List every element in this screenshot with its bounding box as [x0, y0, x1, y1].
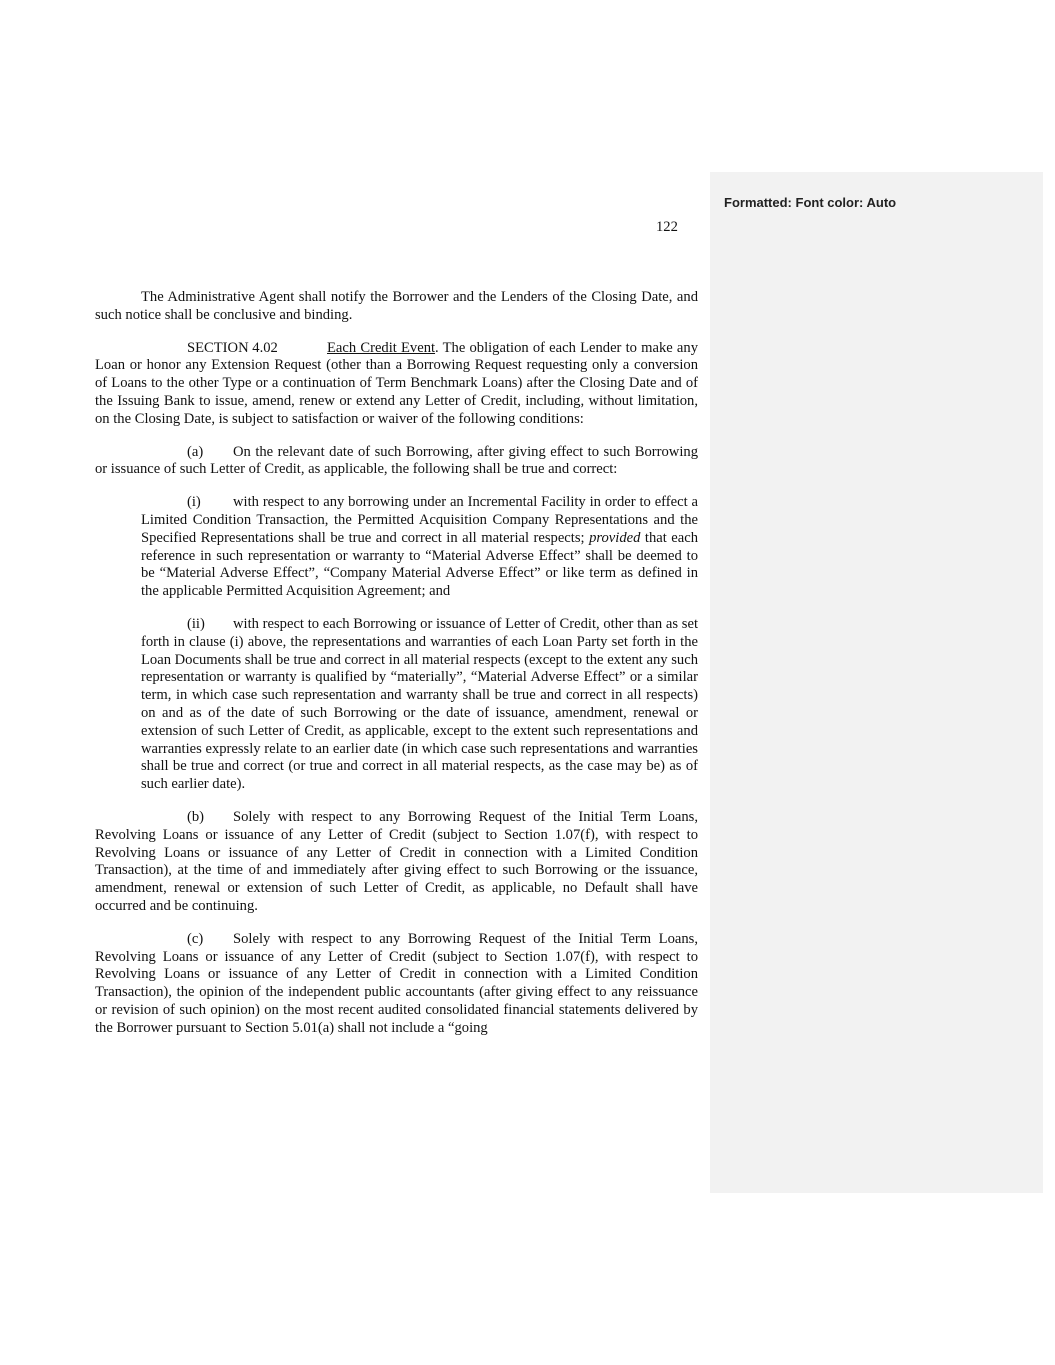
clause-i-text-before: with respect to any borrowing under an Incremental Facility in order to effect a Limited Condition Transaction, the Permitted Acquisition Company Representations and the Specified Representations shall be true and correct in all material respects;: [141, 494, 698, 546]
page-number: 122: [656, 219, 678, 235]
clause-ii-text: with respect to each Borrowing or issuance of Letter of Credit, other than as set forth in clause (i) above, the representations and warranties of each Loan Party set forth in the Loan Documents shall be true and correct in all material respects (except to the extent any such representation or warranty is qualified by “materially”, “Material Adverse Effect” or a similar term, in which case such representation and warranty shall be true and correct in all respects) on and as of the date of such Borrowing or the date of issuance, amendment, renewal or extension of such Letter of Credit, as applicable, except to the extent such representations and warranties expressly relate to an earlier date (in which case such representations and warranties shall be true and correct (or true and correct in all material respects, as the case may be) as of such earlier date).: [141, 615, 698, 793]
clause-i-paragraph: [141, 494, 698, 601]
section-number: SECTION 4.02: [187, 339, 278, 356]
clause-ii-paragraph: [141, 616, 698, 794]
clause-b-text: Solely with respect to any Borrowing Request of the Initial Term Loans, Revolving Loans or issuance of any Letter of Credit (subject to Section 1.07(f), with respect to Revolving Loans or issuance of any Letter of Credit in connection with a Limited Condition Transaction), at the time of and immediately after giving effect to such Borrowing or the issuance, amendment, renewal or extension of such Letter of Credit, as applicable, no Default shall have occurred and be continuing.: [95, 808, 698, 914]
clause-c-text: Solely with respect to any Borrowing Request of the Initial Term Loans, Revolving Loans or issuance of any Letter of Credit (subject to Section 1.07(f), with respect to Revolving Loans or issuance of any Letter of Credit in connection with a Limited Condition Transaction), the opinion of the independent public accountants (after giving effect to any reissuance or revision of such opinion) on the most recent audited consolidated financial statements delivered by the Borrower pursuant to Section 5.01(a) shall not include a “going: [95, 930, 698, 1036]
comment-pane: [710, 172, 1043, 1193]
section-body: . The obligation of each Lender to make any Loan or honor any Extension Request (other than a Borrowing Request requesting only a conversion of Loans to the other Type or a continuation of Term Benchmark Loans) after the Closing Date and of the Issuing Bank to issue, amend, renew or extend any Letter of Credit, including, without limitation, on the Closing Date, is subject to satisfaction or waiver of the following conditions:: [95, 339, 698, 427]
clause-i-text-after: that each reference in such representation or warranty to “Material Adverse Effect” shall be deemed to be “Material Adverse Effect”, “Company Material Adverse Effect” or like term as defined in the applicable Permitted Acquisition Agreement; and: [141, 529, 698, 600]
clause-a-label: (a): [187, 443, 204, 460]
section-title: Each Credit Event: [327, 339, 436, 356]
clause-a-paragraph: [95, 444, 698, 480]
clause-c-label: (c): [187, 930, 204, 947]
clause-b-paragraph: [95, 809, 698, 916]
clause-i-italic: provided: [589, 529, 641, 546]
clause-b-label: (b): [187, 808, 205, 825]
clause-ii-label: (ii): [187, 615, 205, 632]
intro-paragraph: [95, 289, 698, 325]
clause-a-text: On the relevant date of such Borrowing, after giving effect to such Borrowing or issuance of such Letter of Credit, as applicable, the following shall be true and correct:: [95, 443, 698, 478]
document-body: [95, 289, 698, 1052]
section-4-02-paragraph: [95, 340, 698, 429]
intro-text: The Administrative Agent shall notify the Borrower and the Lenders of the Closing Date, and such notice shall be conclusive and binding.: [95, 289, 698, 323]
comment-pane-label: Formatted: Font color: Auto: [724, 195, 897, 210]
clause-c-paragraph: [95, 931, 698, 1038]
clause-i-label: (i): [187, 494, 201, 511]
